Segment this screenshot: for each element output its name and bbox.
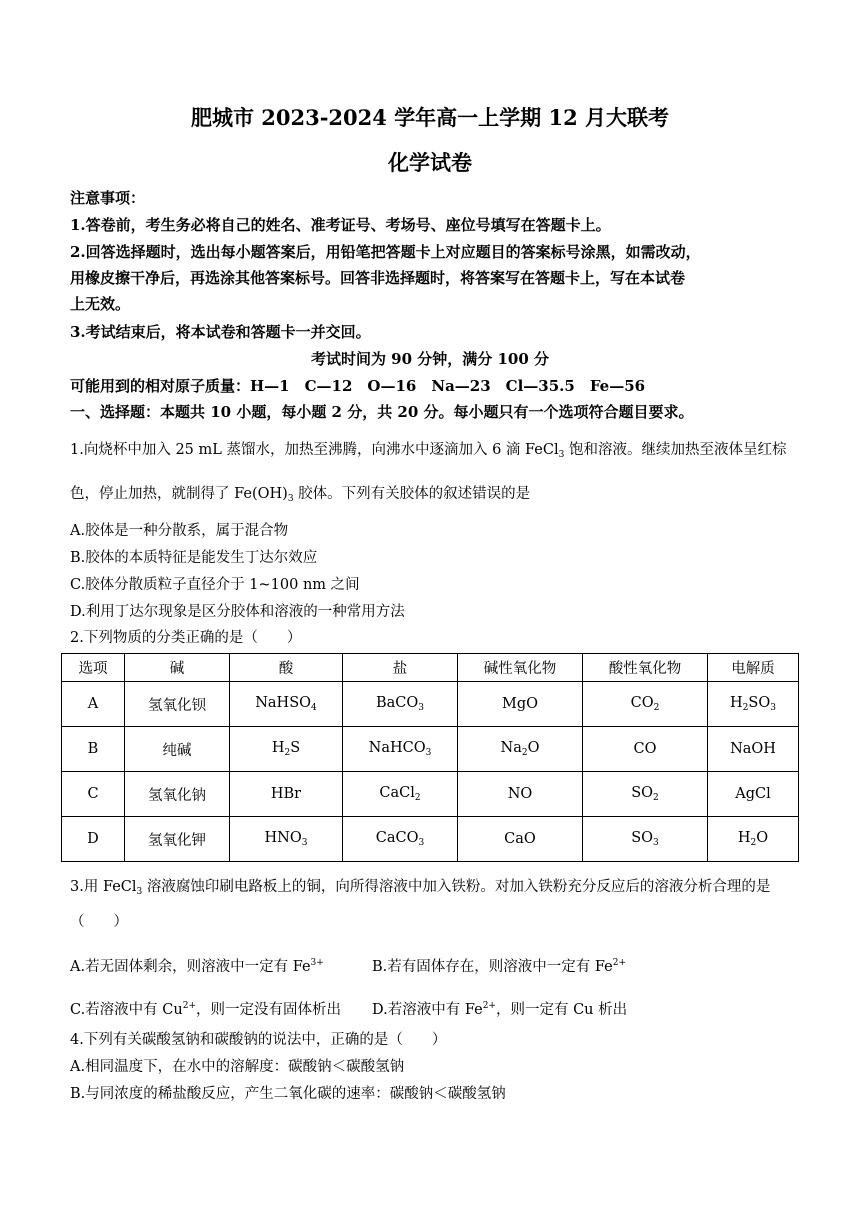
classification-table <box>61 653 799 862</box>
table-cell: NaHSO$_4$ <box>230 682 343 727</box>
table-cell: NaHCO$_3$ <box>343 727 458 772</box>
table-cell: $Na_2O$ <box>458 727 583 772</box>
table-row <box>62 817 799 862</box>
notice-heading: 注意事项： <box>70 189 146 207</box>
table-cell: AgCl <box>708 772 799 817</box>
q1-option-a: A.胶体是一种分散系，属于混合物 <box>70 523 289 539</box>
table-header-cell: 酸性氧化物 <box>583 654 708 682</box>
notice-item-1: 1.答卷前，考生务必将自己的姓名、准考证号、考场号、座位号填写在答题卡上。 <box>70 216 611 234</box>
exam-time: 考试时间为 90 分钟，满分 100 分 <box>310 350 550 368</box>
q4-option-b: B.与同浓度的稀盐酸反应，产生二氧化碳的速率：碳酸钠＜碳酸氢钠 <box>70 1086 506 1102</box>
table-cell: $SO_3$ <box>583 817 708 862</box>
table-cell: C <box>62 772 125 817</box>
table-cell: 氢氧化钡 <box>125 682 230 727</box>
table-cell: $H_2O$ <box>708 817 799 862</box>
table-cell: CaCl$_2$ <box>343 772 458 817</box>
q4-stem: 4.下列有关碳酸氢钠和碳酸钠的说法中，正确的是（ ） <box>70 1032 447 1048</box>
q3-option-c: C.若溶液中有 $Cu^{2+}$，则一定没有固体析出 <box>70 1001 342 1018</box>
q3-options-row-1 <box>70 953 795 977</box>
table-cell: CaO <box>458 817 583 862</box>
table-cell: CO <box>583 727 708 772</box>
table-cell: 氢氧化钠 <box>125 772 230 817</box>
table-header-cell: 碱 <box>125 654 230 682</box>
table-header-cell: 盐 <box>343 654 458 682</box>
table-cell: CaCO$_3$ <box>343 817 458 862</box>
q1-option-d: D.利用丁达尔现象是区分胶体和溶液的一种常用方法 <box>70 604 405 620</box>
table-cell: MgO <box>458 682 583 727</box>
table-cell: NaOH <box>708 727 799 772</box>
q3-stem-line-1: 3.用 FeCl$_3$ 溶液腐蚀印刷电路板上的铜，向所得溶液中加入铁粉。对加入铁粉充分反应后的溶液分析合理的是 <box>70 879 771 897</box>
q2-stem: 2.下列物质的分类正确的是（ ） <box>70 630 302 646</box>
table-header-row <box>62 654 799 682</box>
q1-stem-line-2: 色，停止加热，就制得了 $Fe(OH)_3$ 胶体。下列有关胶体的叙述错误的是 <box>70 486 531 504</box>
q4-option-a: A.相同温度下，在水中的溶解度：碳酸钠＜碳酸氢钠 <box>70 1059 405 1075</box>
table-cell: D <box>62 817 125 862</box>
q3-option-d: D.若溶液中有 $Fe^{2+}$，则一定有 Cu 析出 <box>372 1001 628 1018</box>
table-row <box>62 682 799 727</box>
q3-stem-line-2: （ ） <box>70 914 128 930</box>
table-cell: $H_2SO_3$ <box>708 682 799 727</box>
table-cell: B <box>62 727 125 772</box>
notice-item-2-line-1: 2.回答选择题时，选出每小题答案后，用铅笔把答题卡上对应题目的答案标号涂黑，如需改动， <box>70 243 701 261</box>
section-1-heading: 一、选择题：本题共 10 小题，每小题 2 分，共 20 分。每小题只有一个选项符合题目要求。 <box>70 403 694 421</box>
q1-option-b: B.胶体的本质特征是能发生丁达尔效应 <box>70 550 318 566</box>
table-row <box>62 772 799 817</box>
table-cell: HBr <box>230 772 343 817</box>
q3-option-b: B.若有固体存在，则溶液中一定有 $Fe^{2+}$ <box>372 958 627 975</box>
table-header-cell: 酸 <box>230 654 343 682</box>
q3-option-a: A.若无固体剩余，则溶液中一定有 $Fe^{3+}$ <box>70 958 324 975</box>
exam-subtitle: 化学试卷 <box>388 150 472 175</box>
table-cell: 纯碱 <box>125 727 230 772</box>
q1-option-c: C.胶体分散质粒子直径介于 1~100 nm 之间 <box>70 577 360 593</box>
table-header-cell: 选项 <box>62 654 125 682</box>
table-header-cell: 电解质 <box>708 654 799 682</box>
table-cell: NO <box>458 772 583 817</box>
table-row <box>62 727 799 772</box>
table-body <box>62 682 799 862</box>
exam-title: 肥城市 2023-2024 学年高一上学期 12 月大联考 <box>190 105 670 130</box>
table-cell: A <box>62 682 125 727</box>
table-cell: 氢氧化钾 <box>125 817 230 862</box>
table-header-cell: 碱性氧化物 <box>458 654 583 682</box>
table-cell: BaCO$_3$ <box>343 682 458 727</box>
atomic-masses: 可能用到的相对原子质量：H—1 C—12 O—16 Na—23 Cl—35.5 Fe—56 <box>70 377 646 395</box>
table-cell: $SO_2$ <box>583 772 708 817</box>
table-cell: $HNO_3$ <box>230 817 343 862</box>
table-cell: $H_2S$ <box>230 727 343 772</box>
notice-item-3: 3.考试结束后，将本试卷和答题卡一并交回。 <box>70 323 371 341</box>
q3-options-row-2 <box>70 996 795 1020</box>
notice-item-2-line-3: 上无效。 <box>70 295 131 313</box>
notice-item-2-line-2: 用橡皮擦干净后，再选涂其他答案标号。回答非选择题时，将答案写在答题卡上，写在本试卷 <box>70 269 686 287</box>
q1-stem-line-1: 1.向烧杯中加入 25 mL 蒸馏水，加热至沸腾，向沸水中逐滴加入 6 滴 FeCl$_3$ 饱和溶液。继续加热至液体呈红棕 <box>70 442 787 460</box>
table-cell: $CO_2$ <box>583 682 708 727</box>
